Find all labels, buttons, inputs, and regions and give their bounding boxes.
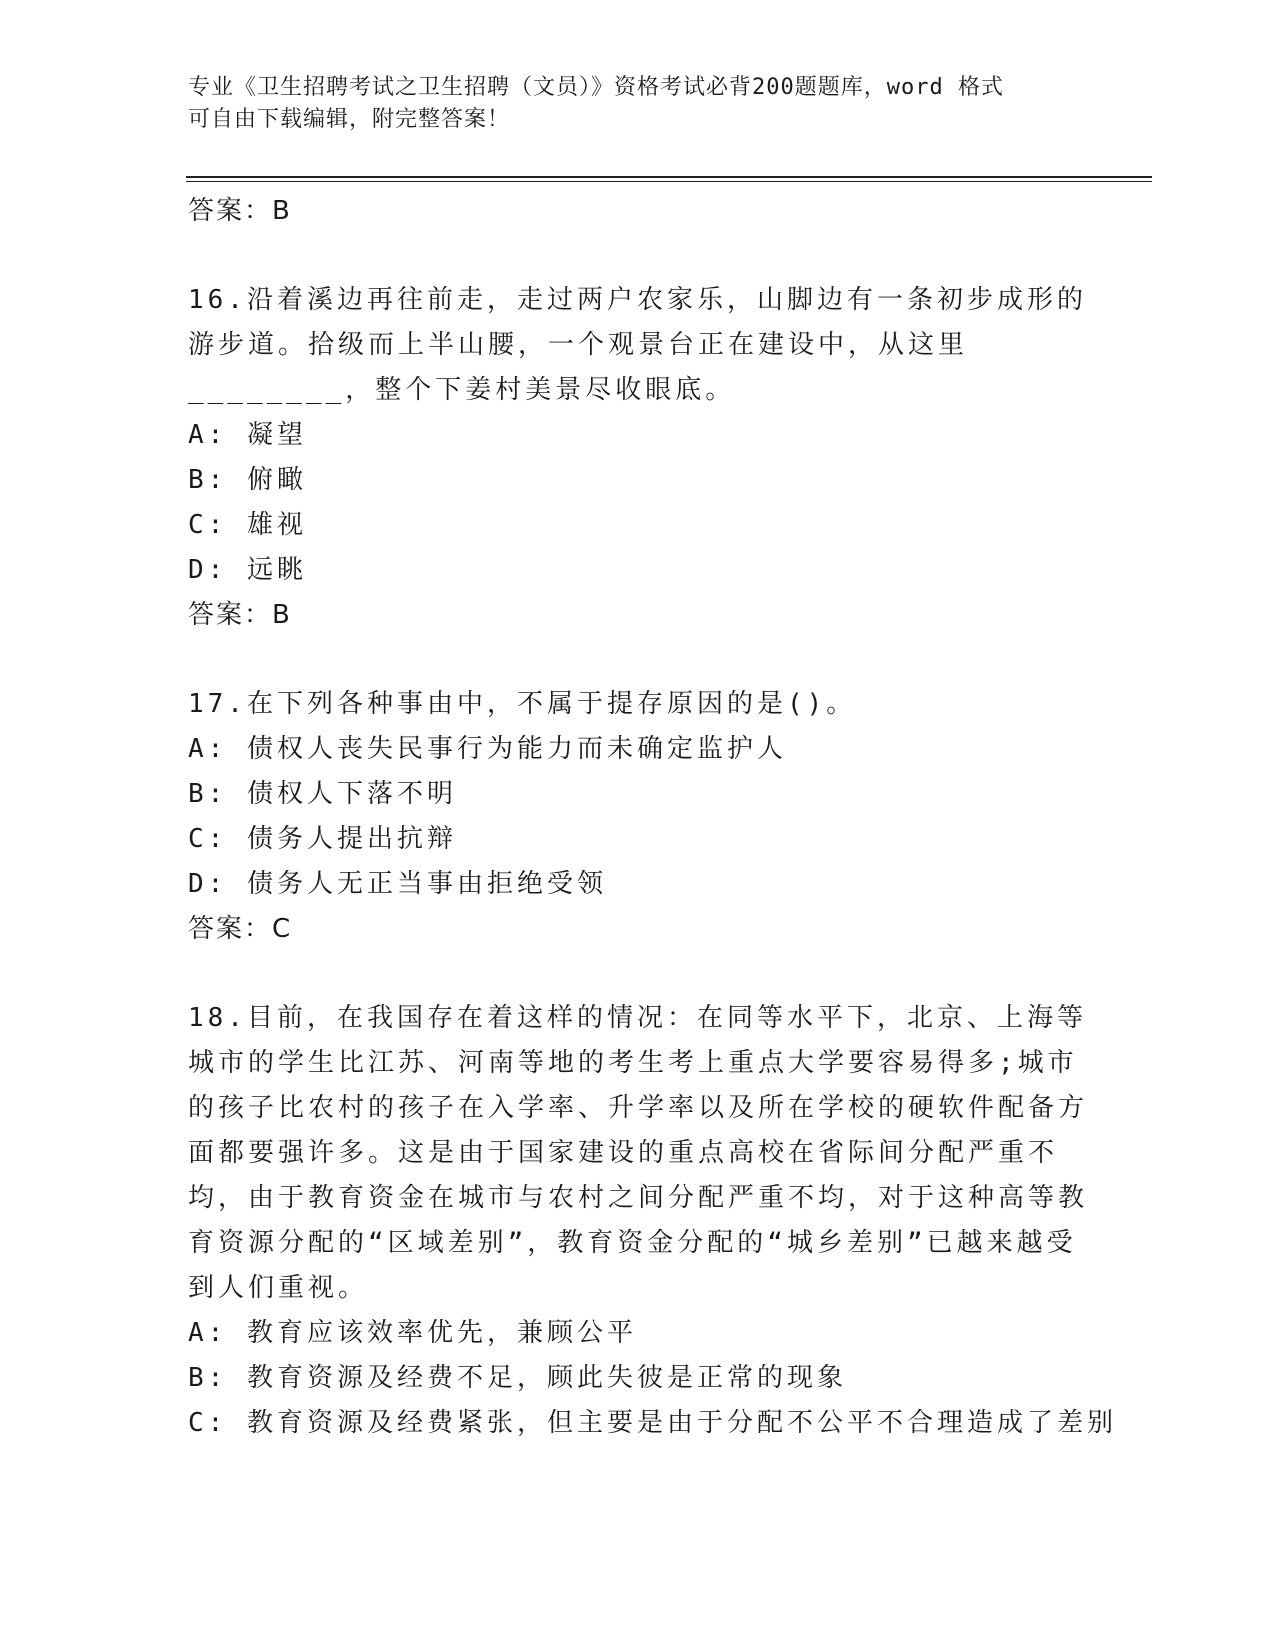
option-b: B: 教育资源及经费不足，顾此失彼是正常的现象 [188,1363,847,1393]
option-c: C: 雄视 [188,510,307,540]
spacer [188,638,1088,682]
option-a: A: 教育应该效率优先，兼顾公平 [188,1318,637,1348]
option-c: C: 债务人提出抗辩 [188,824,457,854]
header-line-2: 可自由下载编辑，附完整答案！ [188,107,511,132]
question-18 [188,996,1117,1446]
spacer [188,952,1088,996]
question-17 [188,682,1088,952]
option-d: D: 远眺 [188,555,307,585]
option-b: B: 债权人下落不明 [188,779,457,809]
question-text: 18.目前，在我国存在着这样的情况：在同等水平下，北京、上海等城市的学生比江苏、河南等地的考生考上重点大学要容易得多;城市的孩子比农村的孩子在入学率、升学率以及所在学校的硬软件配备方面都要强许多。这是由于国家建设的重点高校在省际间分配严重不均，由于教育资金在城市与农村之间分配严重不均，对于这种高等教育资源分配的“区域差别”，教育资金分配的“城乡差别”已越来越受到人们重视。 [188,1003,1089,1303]
document-body [188,189,1117,1446]
option-b: B: 俯瞰 [188,465,307,495]
question-text: 17.在下列各种事由中，不属于提存原因的是()。 [188,689,857,719]
answer: 答案：C [188,914,293,944]
question-16 [188,278,1088,638]
document-header [188,72,1068,136]
option-c: C: 教育资源及经费紧张，但主要是由于分配不公平不合理造成了差别 [188,1408,1117,1438]
question-text: 16.沿着溪边再往前走，走过两户农家乐，山脚边有一条初步成形的游步道。拾级而上半山腰，一个观景台正在建设中，从这里________，整个下姜村美景尽收眼底。 [188,285,1087,405]
answer: 答案：B [188,600,292,630]
header-line-1: 专业《卫生招聘考试之卫生招聘（文员）》资格考试必背200题题库，word 格式 [188,75,1004,100]
option-a: A: 债权人丧失民事行为能力而未确定监护人 [188,734,787,764]
spacer [188,234,1088,278]
option-a: A: 凝望 [188,420,307,450]
option-d: D: 债务人无正当事由拒绝受领 [188,869,607,899]
previous-answer: 答案：B [188,196,292,226]
header-rule-thick [186,176,1152,178]
header-rule-thin [186,181,1152,182]
